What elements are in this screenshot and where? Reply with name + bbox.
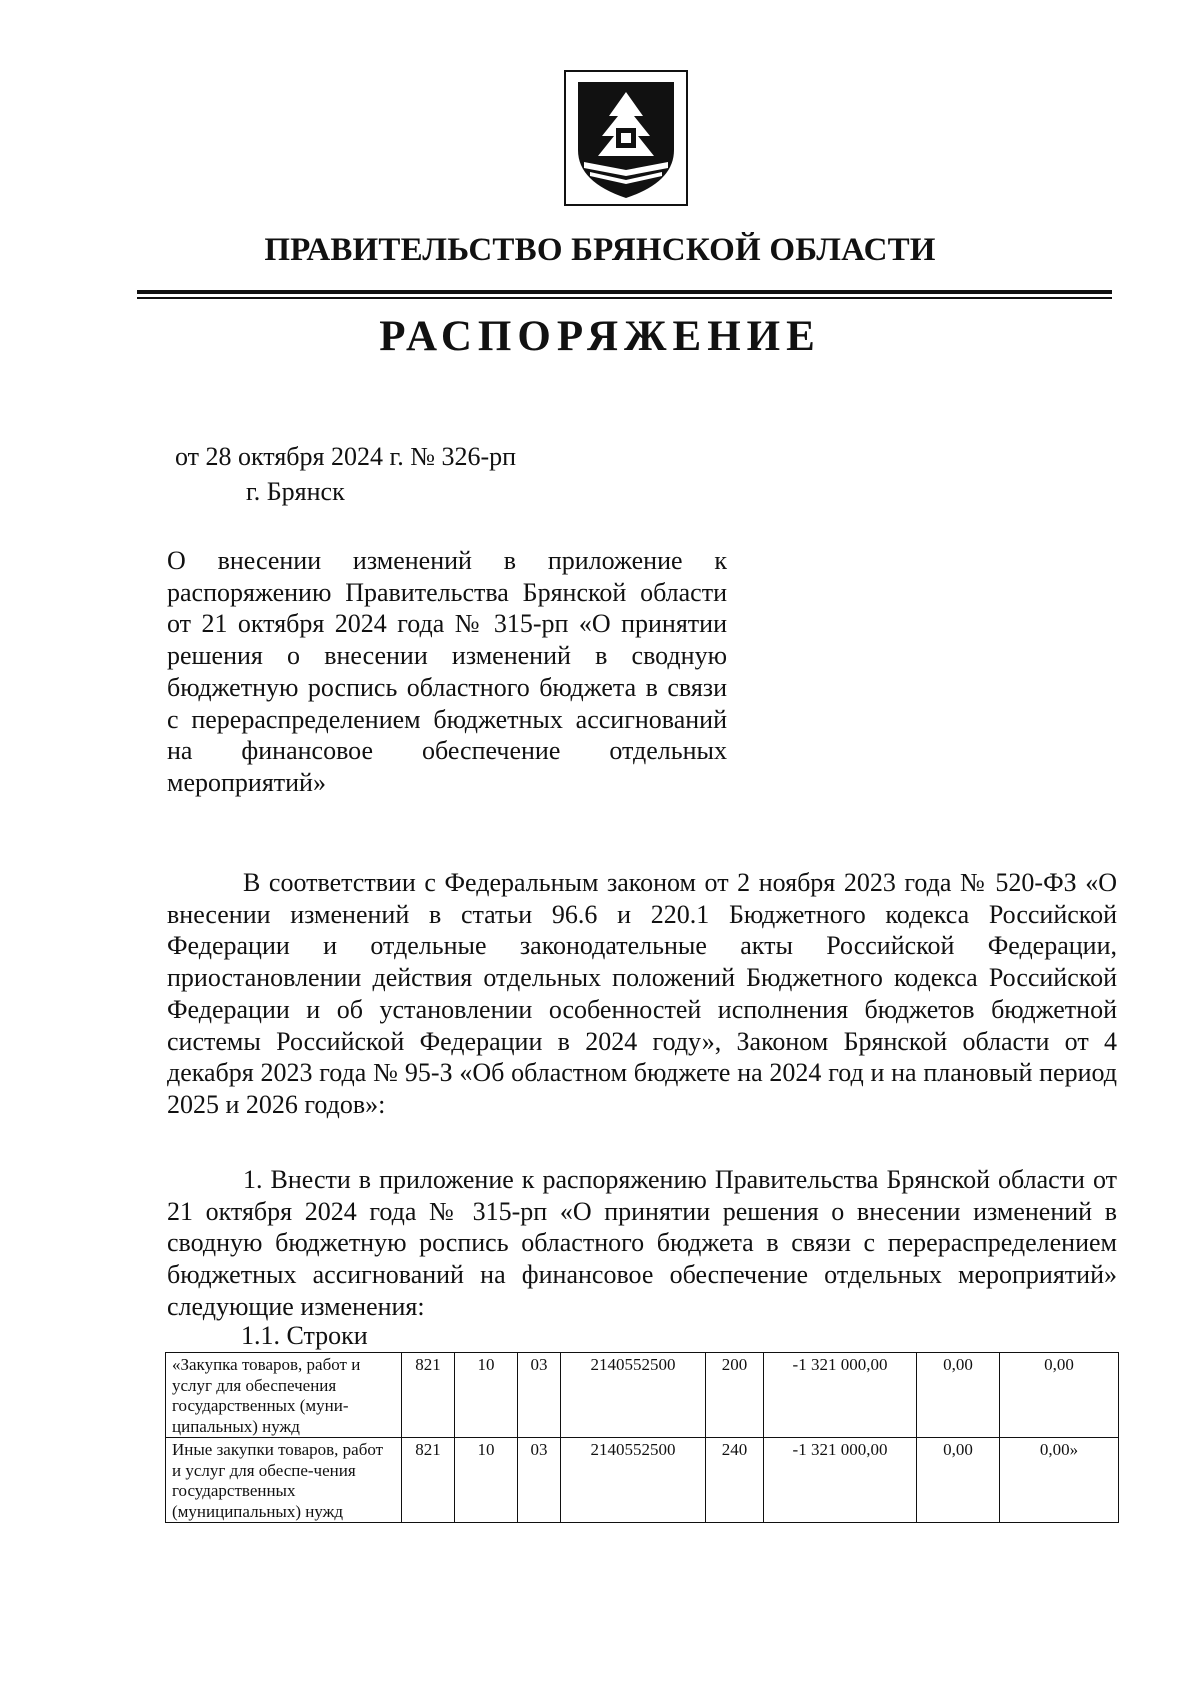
table-cell-code: 03 [518,1438,561,1523]
header-rule-thin [137,297,1112,299]
table-row [166,1353,1119,1438]
table-cell-amount: -1 321 000,00 [764,1438,917,1523]
table-cell-value: 0,00» [1000,1438,1119,1523]
table-cell-code: 10 [455,1353,518,1438]
table-cell-code: 2140552500 [561,1438,706,1523]
table-cell-code: 2140552500 [561,1353,706,1438]
table-cell-code: 821 [402,1353,455,1438]
table-cell-code: 03 [518,1353,561,1438]
table-row [166,1438,1119,1523]
document-type-title: РАСПОРЯЖЕНИЕ [379,313,821,360]
table-cell-name: «Закупка товаров, работ и услуг для обеспечения государственных (муни-ципальных) нужд [166,1353,402,1438]
preamble-paragraph: В соответствии с Федеральным законом от 2 ноября 2023 года № 520-ФЗ «О внесении изменений в статьи 96.6 и 220.1 Бюджетного кодекса Российской Федерации и отдельные законодательные акты Российской Федерации, приостановлении действия отдельных положений Бюджетного кодекса Российской Федерации и об установлении особенностей исполнения бюджетов бюджетной системы Российской Федерации в 2024 году», Законом Брянской области от 4 декабря 2023 года № 95-З «Об областном бюджете на 2024 год и на плановый период 2025 и 2026 годов»: [167,868,1117,1119]
table-cell-value: 0,00 [917,1438,1000,1523]
organization-title: ПРАВИТЕЛЬСТВО БРЯНСКОЙ ОБЛАСТИ [264,232,936,268]
table-cell-code: 10 [455,1438,518,1523]
city: г. Брянск [246,477,345,506]
table-cell-name: Иные закупки товаров, работ и услуг для обеспе-чения государственных (муниципальных) нужд [166,1438,402,1523]
table-cell-code: 821 [402,1438,455,1523]
clause-1-paragraph: 1. Внести в приложение к распоряжению Правительства Брянской области от 21 октября 2024 года № 315-рп «О принятии решения о внесении изменений в сводную бюджетную роспись областного бюджета в связи с перераспределением бюджетных ассигнований на финансовое обеспечение отдельных мероприятий» следующие изменения: [167,1165,1117,1321]
clause-1-1-heading: 1.1. Строки [241,1321,368,1350]
table-cell-code: 200 [706,1353,764,1438]
amendment-table [165,1352,1119,1523]
table-cell-value: 0,00 [917,1353,1000,1438]
coat-of-arms-icon [564,70,688,206]
table-cell-amount: -1 321 000,00 [764,1353,917,1438]
table-cell-value: 0,00 [1000,1353,1119,1438]
table-cell-code: 240 [706,1438,764,1523]
date-number: от 28 октября 2024 г. № 326-рп [175,442,517,471]
header-rule-thick [137,290,1112,294]
document-subject: О внесении изменений в приложение к распоряжению Правительства Брянской области от 21 октября 2024 года № 315-рп «О принятии решения о внесении изменений в сводную бюджетную роспись областного бюджета в связи с перераспределением бюджетных ассигнований на финансовое обеспечение отдельных мероприятий» [167,546,727,797]
